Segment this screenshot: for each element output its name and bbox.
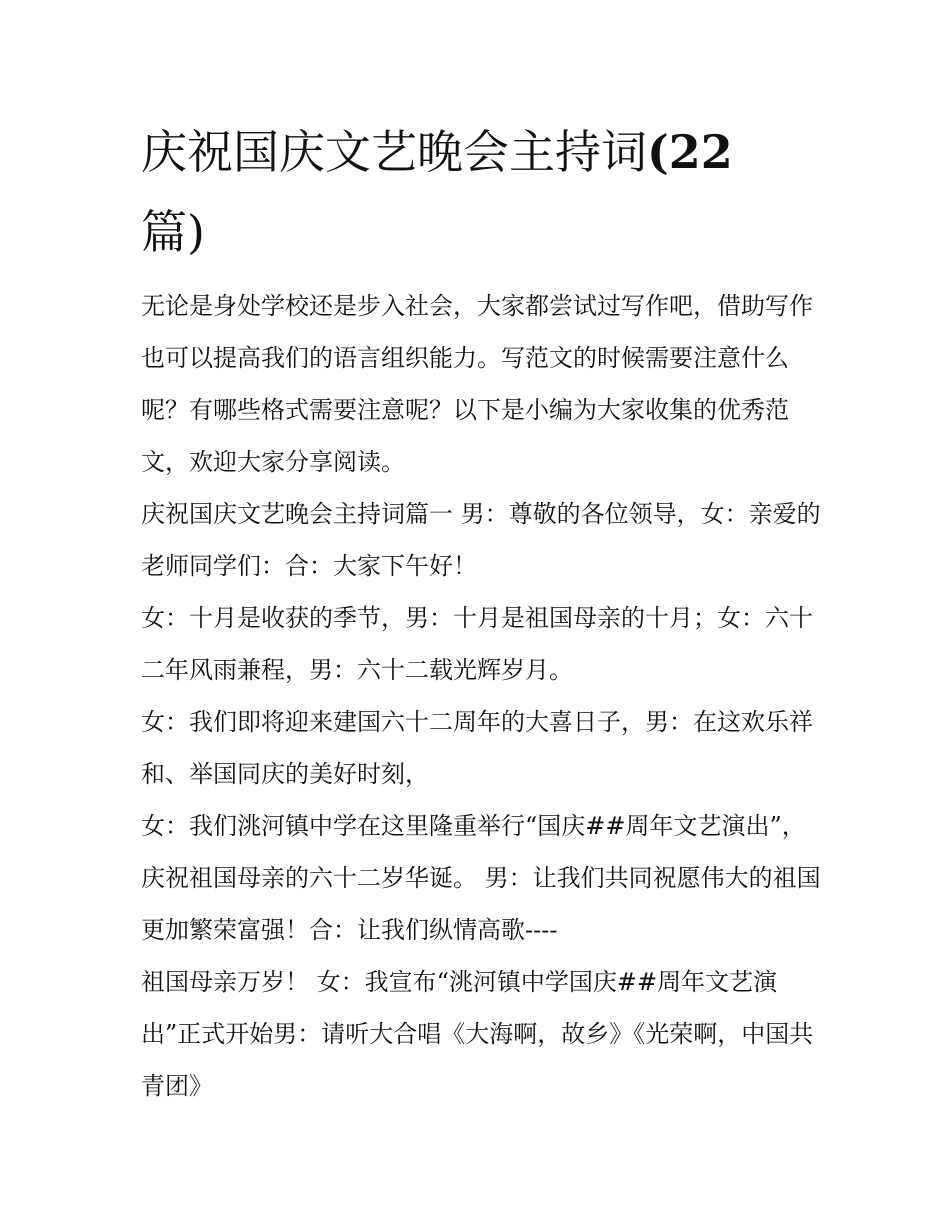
document-title (141, 112, 821, 272)
paragraph-october: 女：十月是收获的季节，男：十月是祖国母亲的十月；女：六十二年风雨兼程，男：六十二载光辉岁月。 (141, 604, 813, 684)
title-suffix: 篇) (141, 205, 205, 259)
title-text: 庆祝国庆文艺晚会主持词 (141, 125, 647, 179)
paragraph-intro: 无论是身处学校还是步入社会，大家都尝试过写作吧，借助写作也可以提高我们的语言组织能力。写范文的时候需要注意什么呢？有哪些格式需要注意呢？以下是小编为大家收集的优秀范文，欢迎大家分享阅读。 (141, 292, 813, 476)
paragraph-announcement: 祖国母亲万岁！ 女：我宣布“洮河镇中学国庆##周年文艺演出”正式开始男：请听大合唱《大海啊，故乡》《光荣啊，中国共青团》 (141, 968, 814, 1100)
document-page (141, 112, 821, 1112)
title-count: (22 (647, 125, 733, 179)
paragraph-performance: 女：我们洮河镇中学在这里隆重举行“国庆##周年文艺演出”，庆祝祖国母亲的六十二岁华诞。 男：让我们共同祝愿伟大的祖国更加繁荣富强！合：让我们纵情高歌---- (141, 812, 821, 944)
paragraph-opening: 庆祝国庆文艺晚会主持词篇一 男：尊敬的各位领导，女：亲爱的老师同学们：合：大家下午好！ (141, 500, 821, 580)
paragraph-anniversary: 女：我们即将迎来建国六十二周年的大喜日子，男：在这欢乐祥和、举国同庆的美好时刻， (141, 708, 813, 788)
